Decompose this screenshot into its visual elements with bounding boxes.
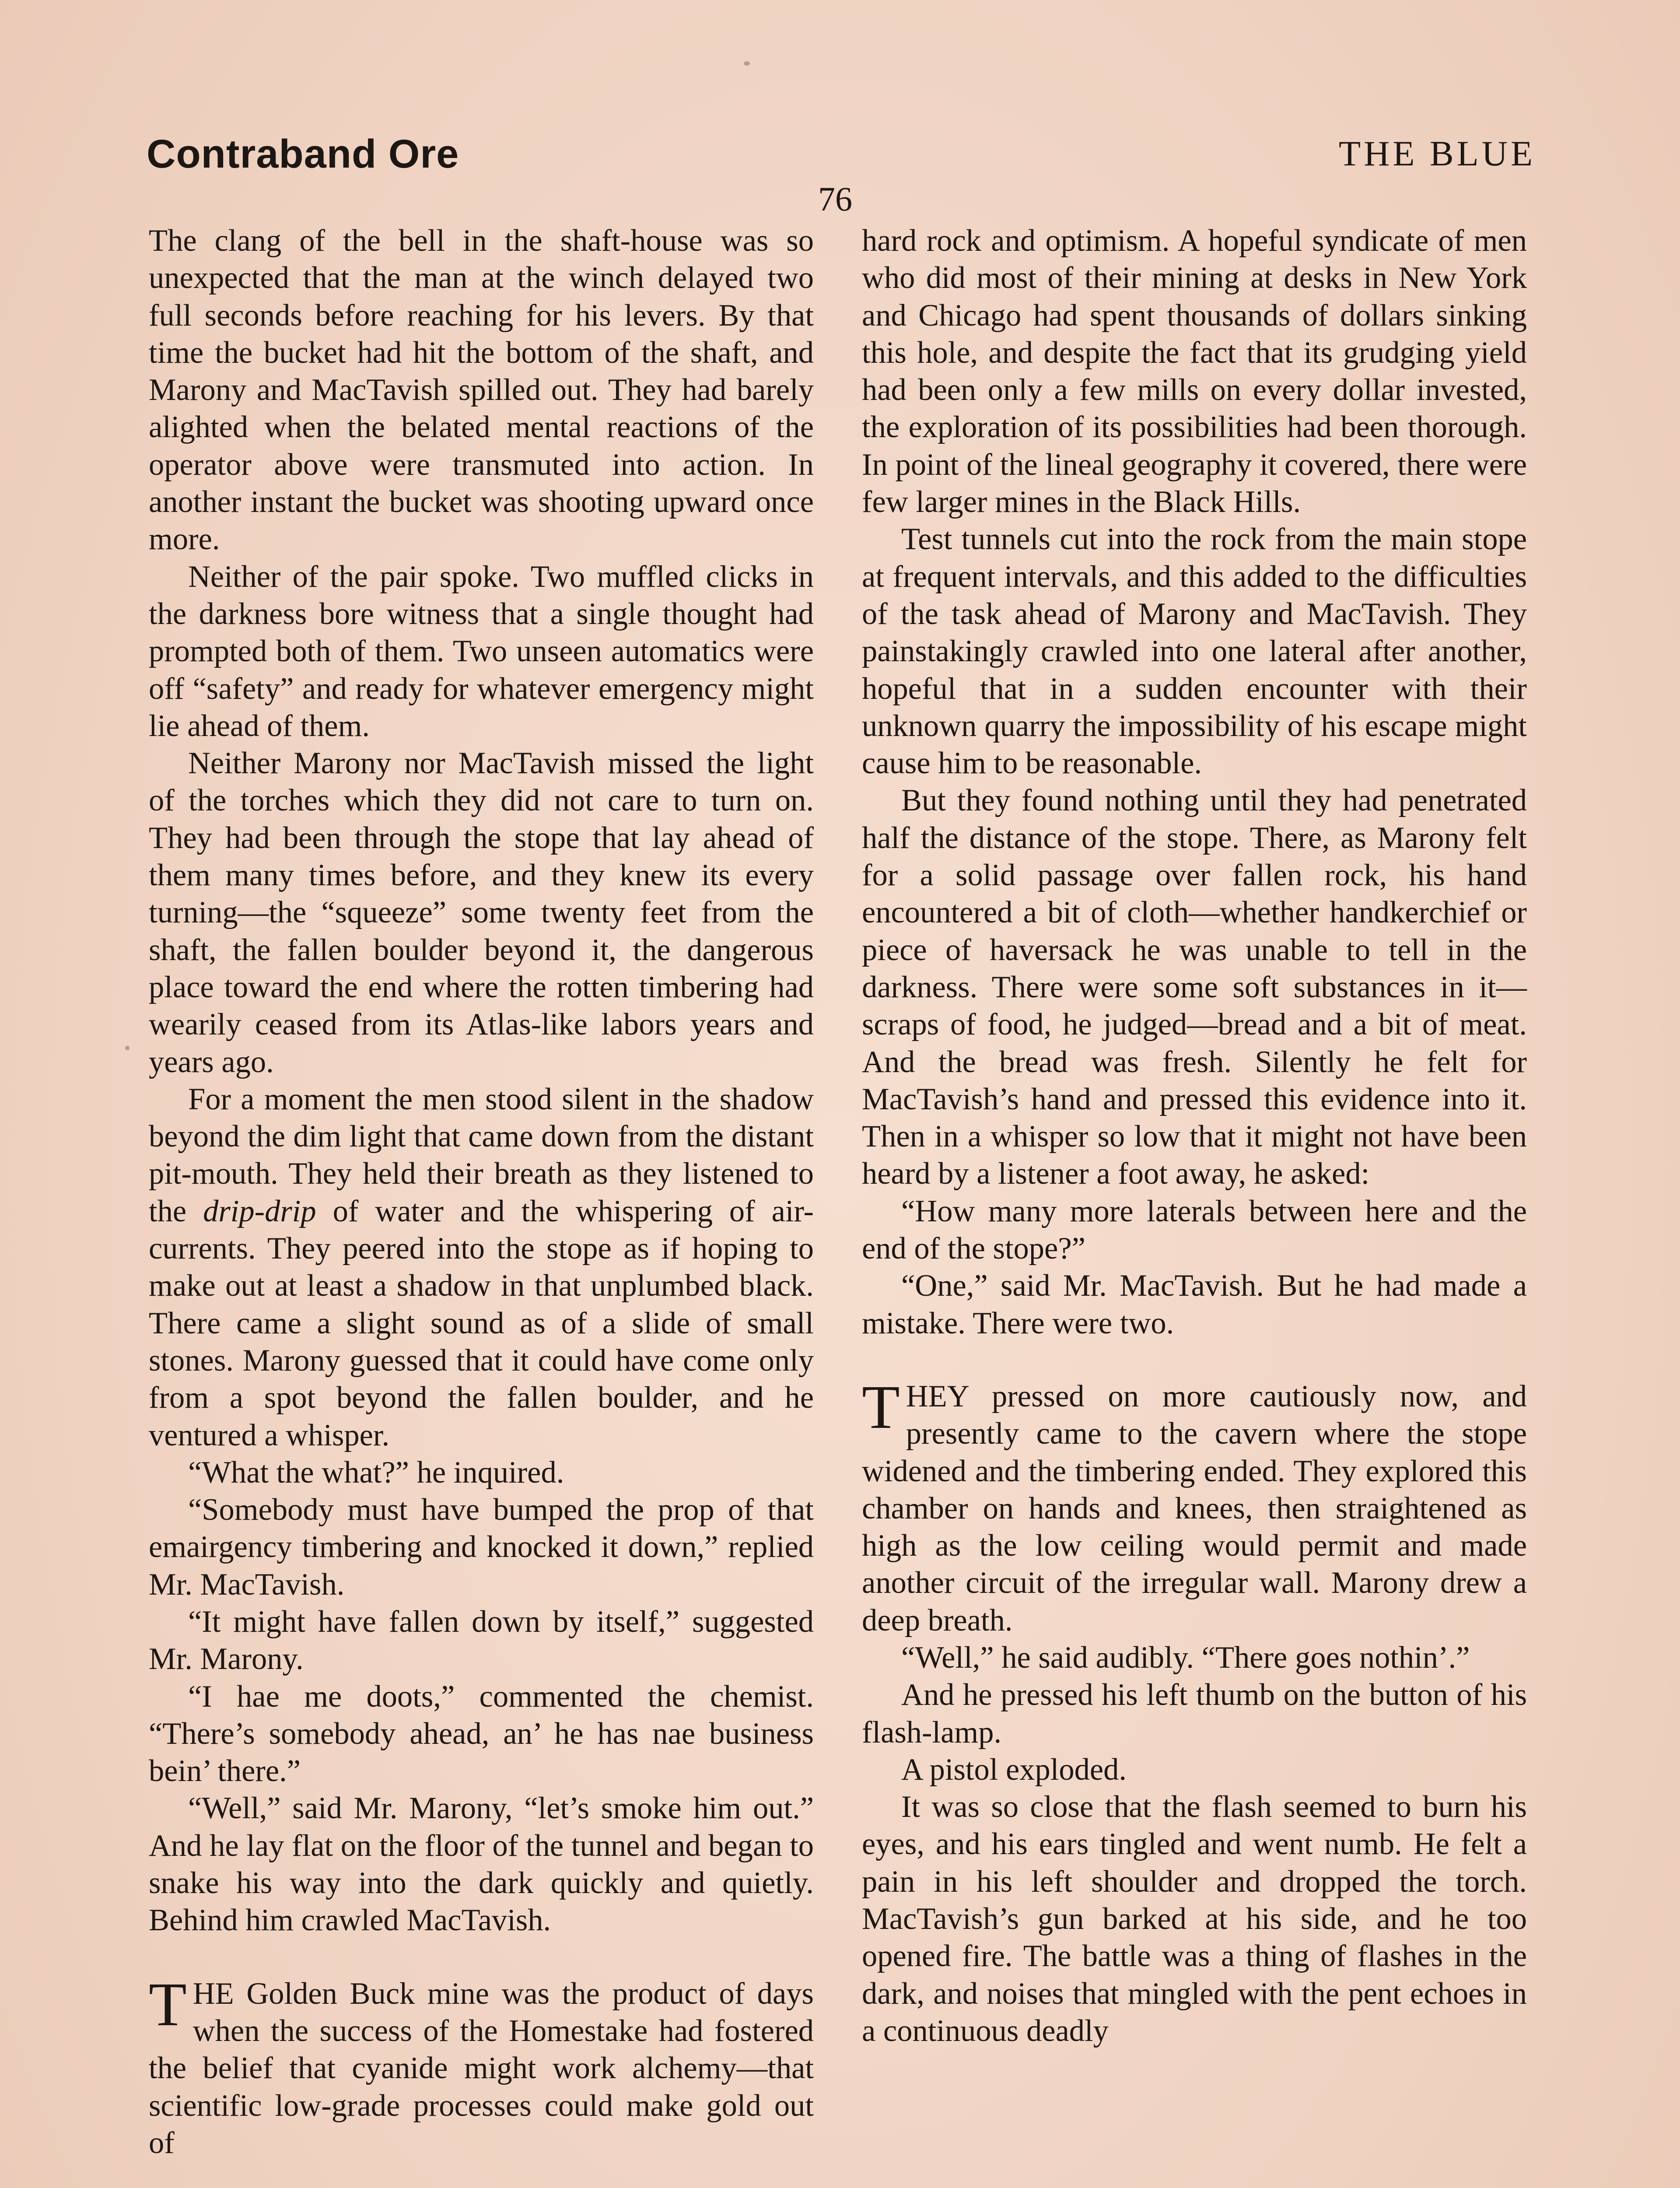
left-text-column xyxy=(149,222,814,2188)
paragraph: hard rock and optimism. A hopeful syndicate of men who did most of their mining at desks in New York and Chicago had spent thousands of dollars sinking this hole, and despite the fact that its grudging yield had been only a few mills on every dollar invested, the exploration of its possibilities had been thorough. In point of the lineal geography it covered, there were few larger mines in the Black Hills. xyxy=(862,224,1527,519)
paragraph: “Somebody must have bumped the prop of that emairgency timbering and knocked it down,” replied Mr. MacTavish. xyxy=(149,1493,814,1602)
paragraph xyxy=(149,1081,814,1454)
paragraph-text: HEY pressed on more cautiously now, and presently came to the cavern where the stope widened and the timbering ended. They explored this chamber on hands and knees, then straightened as high as the low ceiling would permit and made another circuit of the irregular wall. Marony drew a deep breath. xyxy=(862,1379,1527,1637)
paragraph: “How many more laterals between here and the end of the stope?” xyxy=(862,1194,1527,1266)
right-text-column xyxy=(862,222,1527,2188)
magazine-running-title: THE BLUE xyxy=(1339,133,1536,173)
paragraph: “Well,” he said audibly. “There goes nothin’.” xyxy=(901,1640,1470,1675)
paragraph: But they found nothing until they had penetrated half the distance of the stope. There, as Marony felt for a solid passage over fallen rock, his hand encountered a bit of cloth—whether handkerchief or piece of haversack he was unable to tell in the darkness. There were some soft substances in it—scraps of food, he judged—bread and a bit of meat. And the bread was fresh. Silently he felt for MacTavish’s hand and pressed this evidence into it. Then in a whisper so low that it might not have been heard by a listener a foot away, he asked: xyxy=(862,783,1527,1191)
paragraph: Test tunnels cut into the rock from the main stope at frequent intervals, and this added to the difficulties of the task ahead of Marony and MacTavish. They painstakingly crawled into one lateral after another, hopeful that in a sudden encounter with their unknown quarry the impossibility of his escape might cause him to be reasonable. xyxy=(862,522,1527,781)
paragraph: “One,” said Mr. MacTavish. But he had made a mistake. There were two. xyxy=(862,1269,1527,1340)
paragraph-text: of water and the whispering of air-currents. They peered into the stope as if hoping to make out at least a shadow in that unplumbed black. There came a slight sound as of a slide of small stones. Marony guessed that it could have come only from a spot beyond the fallen boulder, and he ventured a whisper. xyxy=(149,1194,814,1452)
paragraph: Neither Marony nor MacTavish missed the light of the torches which they did not care to turn on. They had been through the stope that lay ahead of them many times before, and they knew its every turning—the “squeeze” some twenty feet from the shaft, the fallen boulder beyond it, the dangerous place toward the end where the rotten timbering had wearily ceased from its Atlas-like labors years and years ago. xyxy=(149,746,814,1079)
section-paragraph xyxy=(149,1969,814,2162)
paper-speck xyxy=(744,61,750,66)
drop-cap: T xyxy=(149,1969,187,2039)
paragraph-text: For a moment the men stood silent in the shadow beyond the dim light that came down from the distant pit-mouth. They held their breath as they listened to the xyxy=(149,1082,814,1228)
paragraph: It was so close that the flash seemed to burn his eyes, and his ears tingled and went numb. He felt a pain in his left shoulder and dropped the torch. MacTavish’s gun barked at his side, and he too opened fire. The battle was a thing of flashes in the dark, and noises that mingled with the pent echoes in a continuous deadly xyxy=(862,1790,1527,2048)
paragraph: Neither of the pair spoke. Two muffled clicks in the darkness bore witness that a single thought had prompted both of them. Two unseen automatics were off “safety” and ready for whatever emergency might lie ahead of them. xyxy=(149,559,814,743)
paragraph: The clang of the bell in the shaft-house was so unexpected that the man at the winch delayed two full seconds before reaching for his levers. By that time the bucket had hit the bottom of the shaft, and Marony and MacTavish spilled out. They had barely alighted when the belated mental reactions of the operator above were transmuted into action. In another instant the bucket was shooting upward once more. xyxy=(149,224,814,557)
paper-speck xyxy=(125,1046,130,1050)
page-number: 76 xyxy=(818,180,852,218)
paragraph: “I hae me doots,” commented the chemist. “There’s somebody ahead, an’ he has nae business bein’ there.” xyxy=(149,1679,814,1788)
drop-cap: T xyxy=(862,1372,900,1441)
paragraph-text: HE Golden Buck mine was the product of days when the success of the Homestake had fostered the belief that cyanide might work alchemy—that scientific low-grade processes could make gold out of xyxy=(149,1976,814,2160)
section-paragraph xyxy=(862,1372,1527,1639)
paragraph: And he pressed his left thumb on the button of his flash-lamp. xyxy=(862,1678,1527,1750)
paragraph: “What the what?” he inquired. xyxy=(188,1455,564,1490)
paragraph: “It might have fallen down by itself,” suggested Mr. Marony. xyxy=(149,1604,814,1676)
paragraph: “Well,” said Mr. Marony, “let’s smoke him out.” And he lay flat on the floor of the tunnel and began to snake his way into the dark quickly and quietly. Behind him crawled MacTavish. xyxy=(149,1791,814,1938)
paragraph: A pistol exploded. xyxy=(901,1752,1127,1787)
italic-phrase: drip-drip xyxy=(203,1194,316,1228)
story-title: Contraband Ore xyxy=(147,132,459,176)
